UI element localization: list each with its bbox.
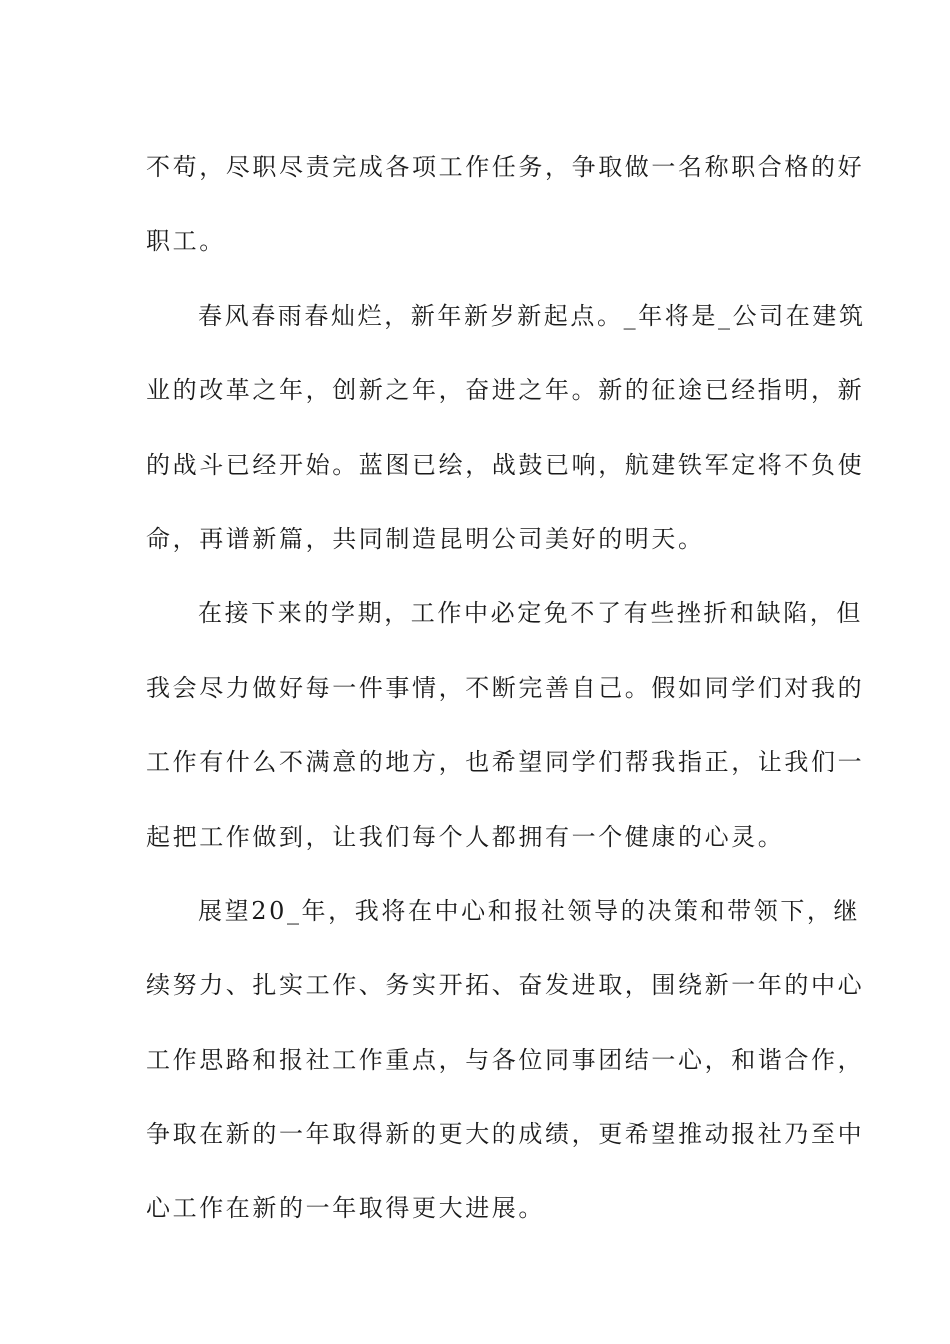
text-line: 在接下来的学期，工作中必定免不了有些挫折和缺陷，但 — [198, 599, 863, 628]
text-line: 起把工作做到，让我们每个人都拥有一个健康的心灵。 — [146, 822, 785, 851]
text-line: 命，再谱新篇，共同制造昆明公司美好的明天。 — [146, 524, 705, 553]
document-body — [146, 130, 866, 1246]
text-line: 心工作在新的一年取得更大进展。 — [146, 1194, 545, 1223]
paragraph-4 — [146, 874, 865, 1246]
paragraph-2 — [146, 279, 866, 577]
text-line: 的战斗已经开始。蓝图已绘，战鼓已响，航建铁军定将不负使 — [146, 450, 865, 479]
text-line: 展望20_年，我将在中心和报社领导的决策和带领下，继 — [198, 896, 861, 925]
text-line: 续努力、扎实工作、务实开拓、奋发进取，围绕新一年的中心 — [146, 971, 865, 1000]
text-line: 工作有什么不满意的地方，也希望同学们帮我指正，让我们一 — [146, 748, 865, 777]
text-line: 工作思路和报社工作重点，与各位同事团结一心，和谐合作， — [146, 1045, 865, 1074]
text-line: 我会尽力做好每一件事情，不断完善自己。假如同学们对我的 — [146, 673, 865, 702]
text-line: 不苟，尽职尽责完成各项工作任务，争取做一名称职合格的好 — [146, 153, 865, 181]
text-line: 争取在新的一年取得新的更大的成绩，更希望推动报社乃至中 — [146, 1120, 865, 1149]
text-line: 业的改革之年，创新之年，奋进之年。新的征途已经指明，新 — [146, 376, 865, 405]
paragraph-1 — [146, 130, 865, 279]
text-line: 职工。 — [146, 227, 226, 256]
text-line: 春风春雨春灿烂，新年新岁新起点。_年将是_公司在建筑 — [198, 301, 866, 330]
paragraph-3 — [146, 576, 865, 874]
